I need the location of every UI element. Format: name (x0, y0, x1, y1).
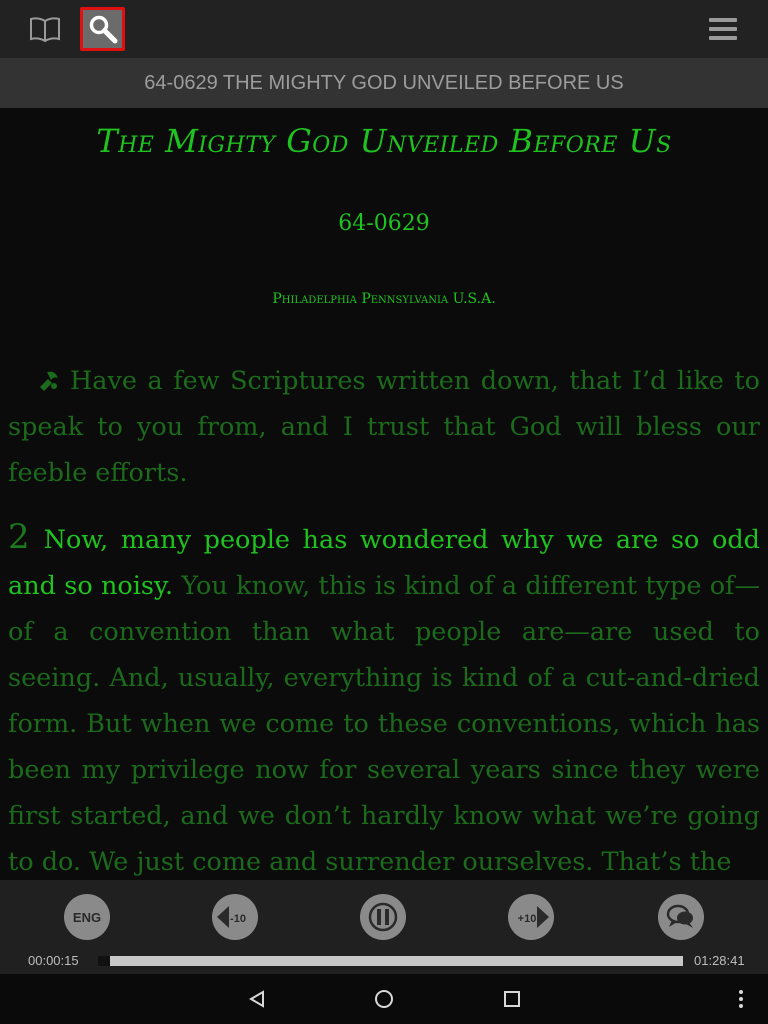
reading-pane[interactable] (0, 108, 768, 880)
forward-label: +10 (517, 913, 537, 925)
rewind-10-button[interactable] (212, 894, 258, 940)
hamburger-icon[interactable] (700, 10, 746, 48)
language-button[interactable]: ENG (64, 894, 110, 940)
paragraph-1-text: Have a few Scriptures written down, that I’d like to speak to you from, and I trust that God will bless our feeble efforts. (8, 366, 760, 488)
pause-icon (368, 902, 398, 932)
forward-10-button[interactable] (508, 894, 554, 940)
back-icon[interactable] (242, 984, 272, 1014)
elapsed-time: 00:00:15 (28, 953, 79, 968)
audio-play-icon[interactable] (36, 367, 62, 393)
chat-icon[interactable] (658, 894, 704, 940)
pause-button[interactable] (360, 894, 406, 940)
home-icon[interactable] (369, 984, 399, 1014)
paragraph-2[interactable] (8, 514, 760, 880)
sermon-title-bar: 64-0629 THE MIGHTY GOD UNVEILED BEFORE US (0, 58, 768, 108)
book-icon[interactable] (24, 9, 66, 49)
search-button[interactable] (80, 7, 125, 51)
paragraph-number: 2 (8, 517, 30, 557)
system-nav-bar (0, 974, 768, 1024)
progress-fill (98, 956, 110, 966)
document-code: 64-0629 (338, 211, 430, 236)
document-title: The Mighty God Unveiled Before Us (96, 122, 672, 160)
total-time: 01:28:41 (694, 953, 745, 968)
paragraph-1[interactable] (8, 358, 760, 496)
recents-icon[interactable] (497, 984, 527, 1014)
highlighted-sentence: Now, many people has wondered why we are so odd and so noisy. (8, 525, 760, 601)
progress-bar[interactable] (98, 956, 683, 966)
overflow-menu-icon[interactable] (726, 984, 756, 1014)
magnifier-icon (88, 14, 118, 44)
rewind-label: -10 (230, 913, 246, 925)
document-location: Philadelphia Pennsylvania U.S.A. (272, 291, 496, 307)
top-toolbar (0, 0, 768, 58)
paragraph-2-text: You know, this is kind of a different type of—of a convention than what people are—are used to seeing. And, usually, everything is kind of a cut-and-dried form. But when we come to these conventions, which has been my privilege now for several years since they were first started, and we don’t hardly know what we’re going to do. We just come and surrender ourselves. That’s the (8, 571, 760, 877)
